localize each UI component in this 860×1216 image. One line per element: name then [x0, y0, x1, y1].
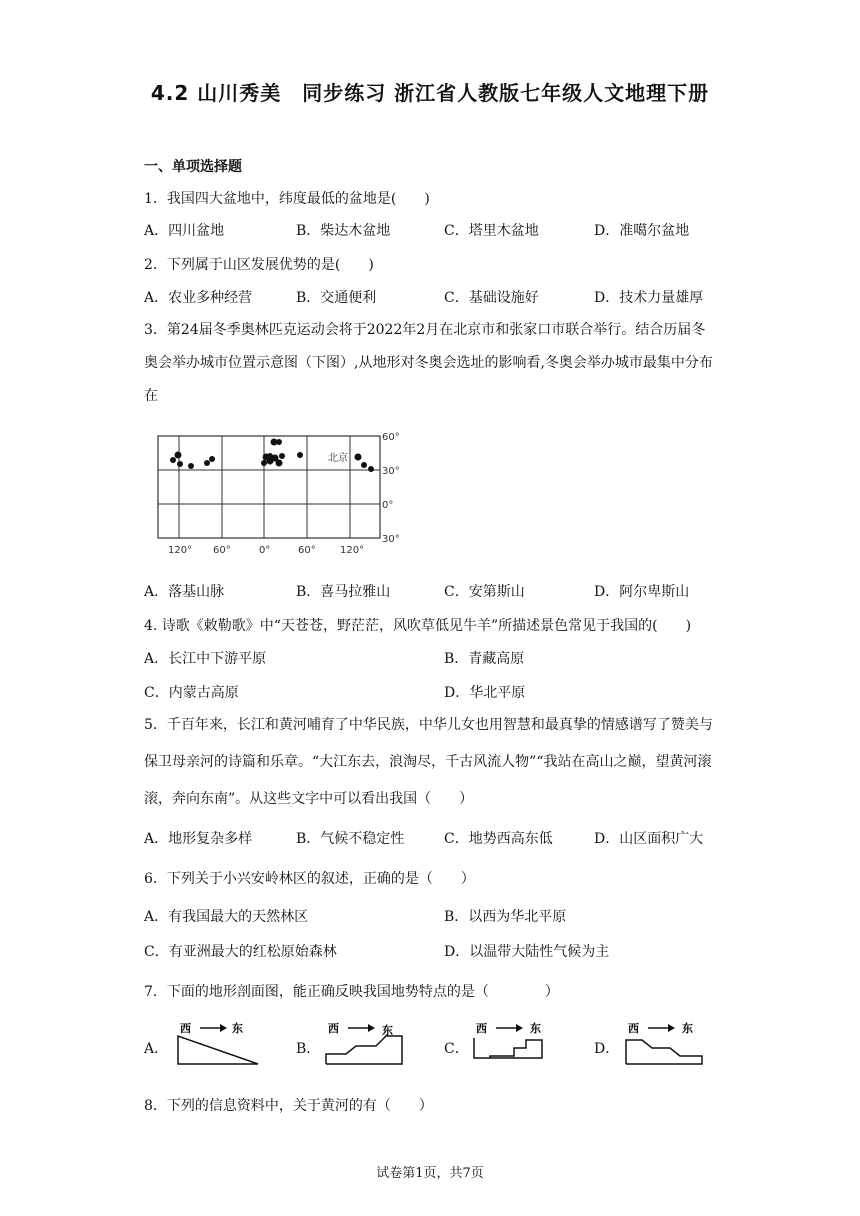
svg-text:120°: 120° — [340, 545, 365, 556]
question-3-stem: 3．第24届冬季奥林匹克运动会将于2022年2月在北京市和张家口市联合举行。结合历届冬奥会举办城市位置示意图（下图）,从地形对冬奥会选址的影响看,冬奥会举办城市最集中分布在 — [144, 322, 713, 404]
q5-option-a[interactable]: A．地形复杂多样 — [144, 831, 253, 847]
q6-option-b[interactable]: B．以西为华北平原 — [444, 909, 567, 925]
svg-text:0°: 0° — [259, 545, 271, 556]
beijing-label: 北京 — [328, 453, 348, 464]
svg-text:东: 东 — [530, 1022, 541, 1035]
page-title: 4.2 山川秀美 同步练习 浙江省人教版七年级人文地理下册 — [150, 81, 710, 105]
question-1-stem: 1．我国四大盆地中，纬度最低的盆地是( ) — [144, 191, 430, 207]
q2-option-c[interactable]: C．基础设施好 — [444, 290, 539, 306]
profile-d — [618, 1020, 718, 1070]
svg-text:西: 西 — [180, 1022, 191, 1035]
q5-option-b[interactable]: B．气候不稳定性 — [296, 831, 405, 847]
section-heading: 一、单项选择题 — [144, 159, 242, 175]
q7-option-a[interactable]: A． — [144, 1041, 169, 1057]
question-4-stem: 4. 诗歌《敕勒歌》中“天苍苍，野茫茫，风吹草低见牛羊”所描述景色常见于我国的( ) — [144, 618, 692, 634]
question-6-stem: 6．下列关于小兴安岭林区的叙述，正确的是（ ） — [144, 871, 475, 887]
profile-a — [170, 1020, 270, 1070]
q1-option-c[interactable]: C．塔里木盆地 — [444, 223, 539, 239]
q7-option-b[interactable]: B． — [296, 1041, 321, 1057]
svg-text:西: 西 — [328, 1022, 339, 1035]
svg-text:60°: 60° — [298, 545, 316, 556]
q1-option-d[interactable]: D．准噶尔盆地 — [594, 223, 690, 239]
svg-text:30°: 30° — [382, 466, 400, 477]
question-8-stem: 8．下列的信息资料中，关于黄河的有（ ） — [144, 1098, 433, 1114]
q4-option-d[interactable]: D．华北平原 — [444, 685, 526, 701]
svg-text:60°: 60° — [382, 432, 400, 443]
svg-text:东: 东 — [232, 1022, 243, 1035]
q5-option-c[interactable]: C．地势西高东低 — [444, 831, 553, 847]
svg-text:0°: 0° — [382, 500, 394, 511]
svg-text:60°: 60° — [213, 545, 231, 556]
winter-olympics-map — [150, 428, 410, 568]
q2-option-b[interactable]: B．交通便利 — [296, 290, 377, 306]
q7-option-c[interactable]: C． — [444, 1041, 469, 1057]
q3-option-a[interactable]: A．落基山脉 — [144, 584, 225, 600]
q7-option-d[interactable]: D． — [594, 1041, 620, 1057]
svg-text:东: 东 — [382, 1024, 393, 1037]
q3-option-c[interactable]: C．安第斯山 — [444, 584, 525, 600]
q2-option-d[interactable]: D．技术力量雄厚 — [594, 290, 704, 306]
svg-text:30°: 30° — [382, 534, 400, 545]
svg-text:东: 东 — [682, 1022, 693, 1035]
q1-option-b[interactable]: B．柴达木盆地 — [296, 223, 391, 239]
q4-option-b[interactable]: B．青藏高原 — [444, 651, 525, 667]
question-2-stem: 2．下列属于山区发展优势的是( ) — [144, 257, 374, 273]
q4-option-a[interactable]: A．长江中下游平原 — [144, 651, 267, 667]
q2-option-a[interactable]: A．农业多种经营 — [144, 290, 253, 306]
profile-c — [466, 1020, 566, 1070]
q3-option-b[interactable]: B．喜马拉雅山 — [296, 584, 391, 600]
q5-option-d[interactable]: D．山区面积广大 — [594, 831, 704, 847]
svg-text:120°: 120° — [168, 545, 193, 556]
profile-b — [318, 1020, 418, 1070]
q6-option-c[interactable]: C．有亚洲最大的红松原始森林 — [144, 944, 337, 960]
svg-text:西: 西 — [476, 1022, 487, 1035]
q6-option-a[interactable]: A．有我国最大的天然林区 — [144, 909, 309, 925]
svg-text:西: 西 — [628, 1022, 639, 1035]
q3-option-d[interactable]: D．阿尔卑斯山 — [594, 584, 690, 600]
question-5-stem: 5．千百年来，长江和黄河哺育了中华民族，中华儿女也用智慧和最真挚的情感谱写了赞美与保卫母亲河的诗篇和乐章。“大江东去，浪淘尽，千古风流人物”“我站在高山之巅，望黄河滚滚，奔向东南”。从这些文字中可以看出我国（ ） — [144, 717, 713, 807]
page-footer: 试卷第1页，共7页 — [376, 1166, 484, 1181]
q6-option-d[interactable]: D．以温带大陆性气候为主 — [444, 944, 610, 960]
q1-option-a[interactable]: A．四川盆地 — [144, 223, 225, 239]
q4-option-c[interactable]: C．内蒙古高原 — [144, 685, 239, 701]
question-7-stem: 7．下面的地形剖面图，能正确反映我国地势特点的是（ ） — [144, 984, 559, 1000]
